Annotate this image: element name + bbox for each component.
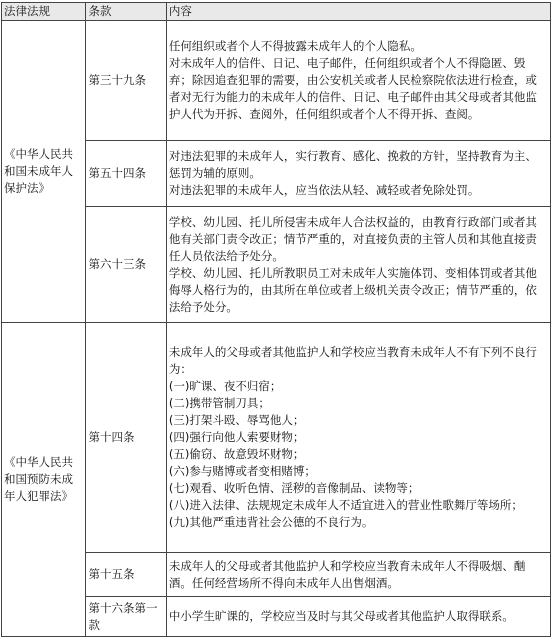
content-cell — [166, 323, 550, 553]
article-cell: 第十六条第一款 — [86, 597, 166, 637]
content-line: 对违法犯罪的未成年人，实行教育、感化、挽救的方针，坚持教育为主、惩罚为辅的原则。 — [168, 149, 537, 180]
content-line: 任何组织或者个人不得披露未成年人的个人隐私。 — [168, 39, 422, 53]
header-article: 条款 — [86, 3, 166, 21]
article-cell: 第十四条 — [86, 323, 166, 553]
law-name-cell: 《中华人民共和国未成年人保护法》 — [2, 21, 86, 323]
content-cell — [166, 553, 550, 597]
content-line: 未成年人的父母或者其他监护人和学校应当教育未成年人不有下列不良行为： — [168, 345, 537, 376]
content-cell — [166, 21, 550, 141]
article-cell: 第十五条 — [86, 553, 166, 597]
content-line: (六)参与赌博或者变相赌博； — [168, 464, 316, 478]
content-line: 对违法犯罪的未成年人，应当依法从轻、减轻或者免除处罚。 — [168, 183, 480, 197]
content-cell — [166, 597, 550, 637]
table-row — [2, 323, 551, 553]
content-line: 学校、幼儿园、托儿所教职员工对未成年人实施体罚、变相体罚或者其他侮辱人格行为的，由其所在单位或者上级机关责令改正；情节严重的，依法给予处分。 — [168, 265, 537, 314]
law-name-cell: 《中华人民共和国预防未成年人犯罪法》 — [2, 323, 86, 637]
content-cell — [166, 141, 550, 207]
content-line: (三)打架斗殴、辱骂他人； — [168, 413, 305, 427]
content-line: (一)旷课、夜不归宿； — [168, 379, 282, 393]
content-line: 对未成年人的信件、日记、电子邮件，任何组织或者个人不得隐匿、毁弃；除因追查犯罪的需要，由公安机关或者人民检察院依法进行检查，或者对无行为能力的未成年人的信件、日记、电子邮件由其父母或者其他监护人代为开拆、查阅外，任何组织或者个人不得开拆、查阅。 — [168, 56, 537, 121]
content-cell — [166, 207, 550, 323]
law-table — [1, 2, 551, 637]
table-row — [2, 21, 551, 141]
content-line: (二)携带管制刀具； — [168, 396, 270, 410]
article-cell: 第三十九条 — [86, 21, 166, 141]
content-line: (五)偷窃、故意毁坏财物； — [168, 447, 305, 461]
content-line: 学校、幼儿园、托儿所侵害未成年人合法权益的，由教育行政部门或者其他有关部门责令改正；情节严重的，对直接负责的主管人员和其他直接责任人员依法给予处分。 — [168, 214, 537, 263]
content-line: (四)强行向他人索要财物； — [168, 430, 305, 444]
content-line: (九)其他严重违背社会公德的不良行为。 — [168, 515, 374, 529]
content-line: 中小学生旷课的，学校应当及时与其父母或者其他监护人取得联系。 — [168, 609, 514, 623]
article-cell: 第五十四条 — [86, 141, 166, 207]
content-line: 未成年人的父母或者其他监护人和学校应当教育未成年人不得吸烟、酗酒。任何经营场所不得向未成年人出售烟酒。 — [168, 558, 526, 590]
article-cell: 第六十三条 — [86, 207, 166, 323]
content-line: (七)观看、收听色情、淫秽的音像制品、读物等； — [168, 481, 420, 495]
header-content: 内容 — [166, 3, 550, 21]
header-row — [2, 3, 551, 21]
header-law: 法律法规 — [2, 3, 86, 21]
content-line: (八)进入法律、法规规定未成年人不适宜进入的营业性歌舞厅等场所； — [168, 498, 523, 512]
